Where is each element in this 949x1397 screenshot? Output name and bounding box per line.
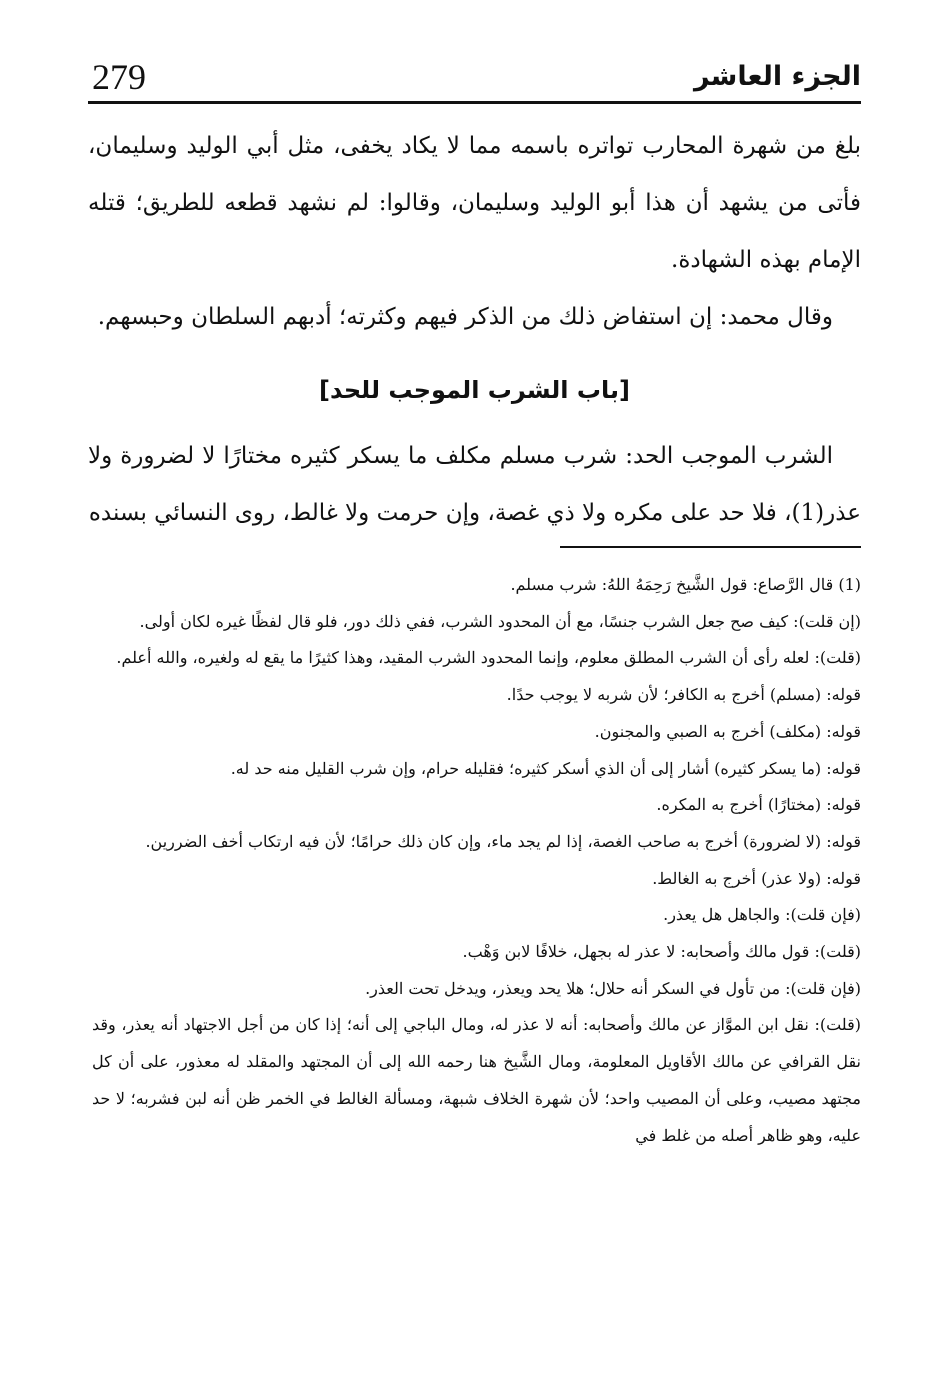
footnote-line: (قلت): قول مالك وأصحابه: لا عذر له بجهل، خلافًا لابن وَهْب. — [462, 942, 861, 962]
main-text — [88, 118, 861, 542]
header-rule — [88, 101, 861, 104]
footnote-line: (فإن قلت): والجاهل هل يعذر. — [663, 905, 861, 925]
footnote-line: قوله: (مختارًا) أخرج به المكره. — [656, 795, 861, 815]
page-header — [88, 55, 861, 101]
footnote-line: قوله: (ولا عذر) أخرج به الغالط. — [652, 868, 861, 888]
running-title: الجزء العاشر — [694, 61, 861, 92]
footnote-line: (فإن قلت): من تأول في السكر أنه حلال؛ هلا يحد ويعذر، ويدخل تحت العذر. — [365, 978, 861, 998]
paragraph-2: وقال محمد: إن استفاض ذلك من الذكر فيهم وكثرته؛ أدبهم السلطان وحبسهم. — [97, 304, 833, 330]
page-number: 279 — [92, 57, 146, 97]
paragraph-1: بلغ من شهرة المحارب تواتره باسمه مما لا يكاد يخفى، مثل أبي الوليد وسليمان، فأتى من يشهد أن هذا أبو الوليد وسليمان، وقالوا: لم نشهد قطعه للطريق؛ قتله الإمام بهذه الشهادة. — [88, 133, 861, 273]
section-heading: [باب الشرب الموجب للحد] — [319, 376, 630, 404]
footnotes — [92, 567, 861, 1154]
footnote-line: قوله: (لا لضرورة) أخرج به صاحب الغصة، إذا لم يجد ماء، وإن كان ذلك حرامًا؛ لأن فيه ارتكاب أخف الضررين. — [145, 831, 861, 851]
footnote-line: (1) قال الرَّصاع: قول الشَّيخ رَحِمَهُ اللهُ: شرب مسلم. — [510, 575, 861, 594]
footnote-line: (قلت): لعله رأى أن الشرب المطلق معلوم، وإنما المحدود الشرب المقيد، وهذا كثيرًا ما يقع له ولغيره، والله أعلم. — [116, 648, 861, 668]
footnote-line: (إن قلت): كيف صح جعل الشرب جنسًا، مع أن المحدود الشرب، ففي ذلك دور، فلو قال لفظًا غيره لكان أولى. — [139, 611, 861, 631]
footnote-separator — [560, 546, 861, 548]
paragraph-3: الشرب الموجب الحد: شرب مسلم مكلف ما يسكر كثيره مختارًا لا لضرورة ولا عذر(1)، فلا حد على مكره ولا ذي غصة، وإن حرمت ولا غالط، روى النسائي بسنده — [88, 443, 861, 526]
footnote-line: قوله: (ما يسكر كثيره) أشار إلى أن الذي أسكر كثيره؛ فقليله حرام، وإن شرب القليل منه حد له. — [230, 758, 861, 778]
footnote-line: قوله: (مسلم) أخرج به الكافر؛ لأن شربه لا يوجب حدًا. — [506, 685, 861, 705]
footnote-line: قوله: (مكلف) أخرج به الصبي والمجنون. — [594, 721, 861, 741]
footnote-line: (قلت): نقل ابن الموَّاز عن مالك وأصحابه: أنه لا عذر له، ومال الباجي إلى أنه؛ إذا كان من أجل الاجتهاد أنه يعذر، وقد نقل القرافي عن مالك الأقاويل المعلومة، ومال الشَّيخ هنا رحمه الله إلى أن المجتهد والمقلد له معذور، على أن كل مجتهد مصيب، وعلى أن المصيب واحد؛ لأن شهرة الخلاف شبهة، ومسألة الغالط في الخمر ظن أنه لبن فشربه؛ لا حد عليه، وهو ظاهر أصله من غلط في — [92, 1015, 861, 1145]
